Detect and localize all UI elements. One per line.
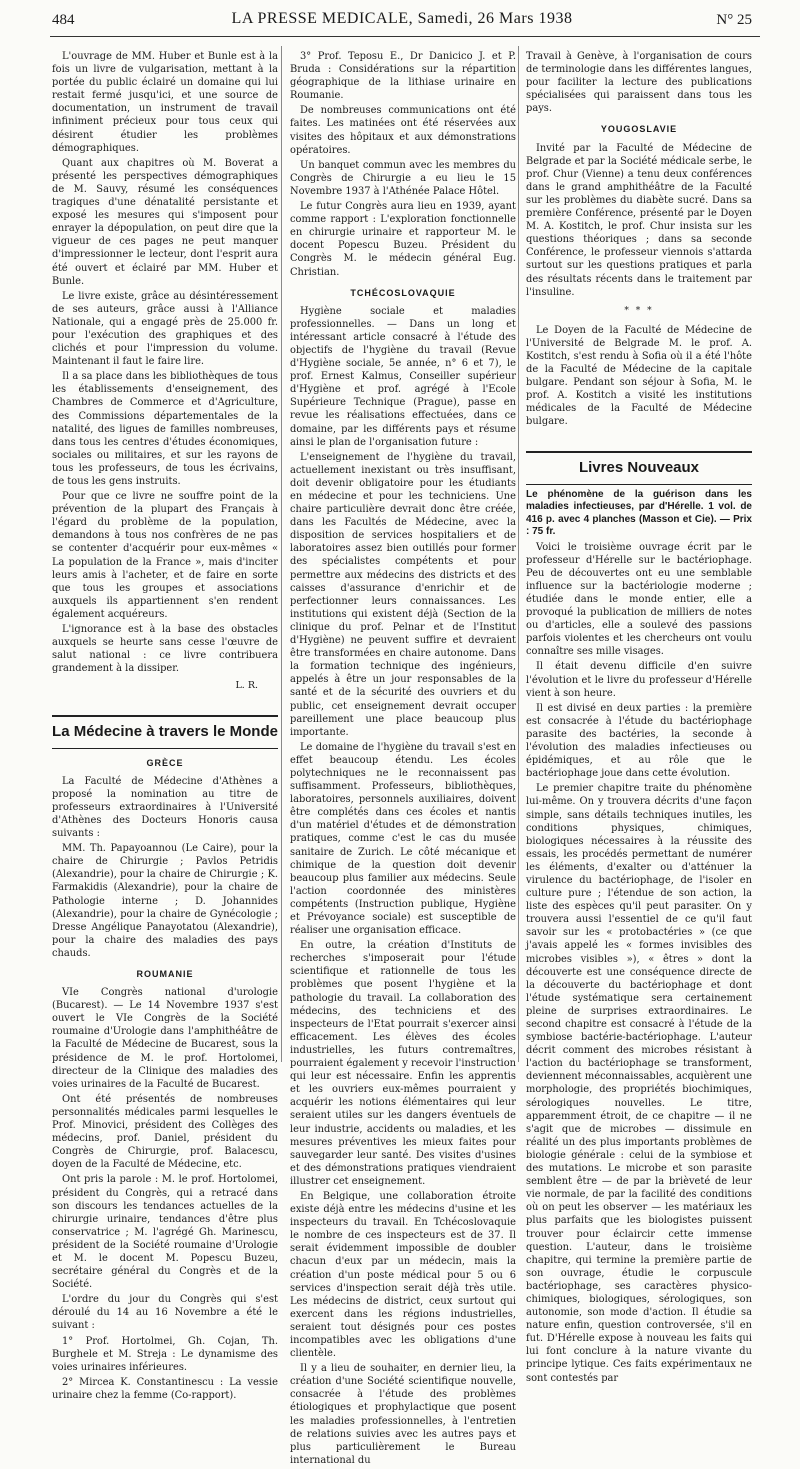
column-2	[290, 50, 516, 1469]
paragraph: Le futur Congrès aura lieu en 1939, ayant comme rapport : L'exploration fonctionnelle en chirurgie urinaire et rapporteur M. le docent Popescu Buzeu. Président du Congrès M. le médecin général Eug. Christian.	[290, 201, 516, 278]
paragraph: Il a sa place dans les bibliothèques de tous les établissements d'enseignement, des Chambres de Commerce et d'Agriculture, des Commissions départementales de la natalité, des ligues de familles nombreuses, dans tous les centres d'études économiques, sociales ou militaires, et sur les rayons de tous les professeurs, de tous les écrivains, de tous les gens instruits.	[52, 371, 278, 487]
header-rule	[50, 36, 760, 37]
paragraph: Il est divisé en deux parties : la première est consacrée à l'étude du bactériophage parasite des bactéries, la seconde à l'évolution des maladies infectieuses ou épidémiques, et au rôle que le bactériophage joue dans cette évolution.	[526, 702, 752, 780]
paragraph: L'ordre du jour du Congrès qui s'est déroulé du 14 au 16 Novembre a été le suivant :	[52, 1294, 278, 1332]
paragraph: MM. Th. Papayoannou (Le Caire), pour la chaire de Chirurgie ; Pavlos Petridis (Alexandrie), pour la chaire de Chirurgie ; K. Farmakidis (Alexandrie), pour la chaire de Pathologie interne ; D. Johannides (Alexandrie), pour la chaire de Gynécologie ; Dresse Angélique Panayotatou (Alexandrie), pour la chaire des maladies des pays chauds.	[52, 843, 278, 959]
paragraph: Un banquet commun avec les membres du Congrès de Chirurgie a eu lieu le 15 Novembre 1937 à l'Athénée Palace Hôtel.	[290, 159, 516, 197]
separator-stars: * * *	[624, 305, 654, 316]
issue-number: N° 25	[716, 12, 752, 28]
paragraph: De nombreuses communications ont été faites. Les matinées ont été réservées aux visites des hôpitaux et aux démonstrations opératoires.	[290, 105, 516, 156]
country-heading: ROUMANIE	[136, 969, 194, 979]
journal-title: LA PRESSE MEDICALE, Samedi, 26 Mars 1938	[231, 10, 573, 27]
paragraph: Le premier chapitre traite du phénomène lui-même. On y trouvera décrits d'une façon simple, sans détails techniques inutiles, les conditions physiques, chimiques, biologiques nécessaires à la réussite des essais, les procédés permettant de numérer les éléments, d'exalter ou d'atténuer la virulence du bactériophage, de l'isoler en culture pure ; l'étendue de son action, la liste des espèces qu'il peut parasiter. On y trouvera aussi l'essentiel de ce qu'il faut savoir sur les « protobactéries » (ce que j'avais appelé les « formes invisibles des microbes visibles »), « êtres » dont la découverte est une conséquence directe de la découverte du bactériophage et dont l'étude systématique sera certainement pleine de surprises extraordinaires. Le second chapitre est consacré à l'étude de la symbiose bactérie-bactériophage. L'auteur décrit comment des microbes résistant à l'action du bactériophage se transforment, deviennent méconnaissables, acquièrent une morphologie, des propriétés biochimiques, sérologiques nouvelles. Le titre, apparemment étroit, de ce chapitre — il ne s'agit que de microbes — dissimule en réalité un des plus importants problèmes de biologie générale : celui de la symbiose et des mutations. Le microbe et son parasite semblent être — de par la brièveté de leur vie normale, de par la facilité des conditions où on peut les observer — les matériaux les plus parfaits que les biologistes puissent trouver pour éclaircir cette immense question. L'auteur, dans le troisième chapitre, qui termine la première partie de son ouvrage, étudie le corpuscule bactériophage, ses caractères physico-chimiques, biologiques, sérologiques, son autonomie, son mode d'action. Il étudie sa nature enfin, question controversée, s'il en fut. D'Hérelle expose à nouveau les faits qui lui font conclure à la nature vivante du principe lytique. Ces faits expérimentaux ne sont contestés par	[526, 783, 752, 1384]
paragraph: Voici le troisième ouvrage écrit par le professeur d'Hérelle sur le bactériophage. Peu de découvertes ont eu une semblable influence sur la bactériologie moderne ; étudiée dans le monde entier, elle a provoqué la publication de milliers de notes ou d'articles, elle a soulevé des passions parfois violentes et les chercheurs ont voulu connaître ses mille visages.	[526, 541, 752, 658]
paragraph: L'ignorance est à la base des obstacles auxquels se heurte sans cesse l'œuvre de salut national : ce livre contribuera grandement à la dissiper.	[52, 624, 278, 675]
paragraph: Il était devenu difficile d'en suivre l'évolution et le livre du professeur d'Hérelle vient à son heure.	[526, 661, 752, 699]
paragraph: L'enseignement de l'hygiène du travail, actuellement inexistant ou très insuffisant, doit devenir obligatoire pour les étudiants en médecine et pour les techniciens. Une chaire particulière devrait donc être créée, dans les Facultés de Médecine, avec la disposition de services hospitaliers et de laboratoires assez bien outillés pour former des spécialistes compétents et pour permettre aux médecins des districts et des caisses d'assurance d'enrichir et de perfectionner leurs connaissances. Les institutions qui existent déjà (Section de la clinique du prof. Pelnar et de l'Institut d'Hygiène) ne peuvent suffire et devraient être transformées en chaire autonome. Dans la formation technique des ingénieurs, appelés à être un jour responsables de la santé et de la sécurité des ouvriers et du public, cet enseignement devrait occuper pareillement une place beaucoup plus importante.	[290, 451, 516, 738]
column-divider	[281, 46, 282, 1062]
signature: L. R.	[235, 680, 258, 692]
paragraph: 3° Prof. Teposu E., Dr Danicico J. et P. Bruda : Considérations sur la répartition géographique de la lithiase urinaire en Roumanie.	[290, 51, 516, 102]
section-title: La Médecine à travers le Monde	[52, 715, 278, 749]
paragraph: Le livre existe, grâce au désintéressement de ses auteurs, grâce aussi à l'Alliance Nationale, qui a engagé près de 25.000 fr. pour l'exécution des graphiques et des clichés et pour l'impression du volume. Maintenant il faut le faire lire.	[52, 290, 278, 368]
paragraph: Le Doyen de la Faculté de Médecine de l'Université de Belgrade M. le prof. A. Kostitch, s'est rendu à Sofia où il a été l'hôte de la Faculté de Médecine de la capitale bulgare. Pendant son séjour à Sofia, M. le prof. A. Kostitch a visité les institutions médicales de la Faculté de Médecine bulgare.	[526, 324, 752, 428]
paragraph: Ont pris la parole : M. le prof. Hortolomei, président du Congrès, qui a retracé dans son discours les tendances actuelles de la chirurgie urinaire, tendances d'être plus conservatrice ; M. l'agrégé Gh. Marinescu, président de la Société roumaine d'Urologie et M. le docent M. Popescu Buzeu, secrétaire général du Congrès et de la Société.	[52, 1174, 278, 1291]
paragraph: Pour que ce livre ne souffre point de la prévention de la plupart des Français à l'égard du problème de la population, demandons à tous nos confrères de ne pas se contenter d'acquérir pour eux-mêmes « La population de la France », mais d'inciter leurs amis à l'acheter, et de faire en sorte que tous les groupes et associations auxquels ils appartiennent s'en rendent également acquéreurs.	[52, 491, 278, 620]
column-1	[52, 50, 278, 1404]
country-heading: GRÈCE	[146, 757, 184, 768]
book-title: Le phénomène de la guérison dans les maladies infectieuses, par d'Hérelle. 1 vol. de 416 p. avec 4 planches (Masson et Cie). — Prix : 75 fr.	[526, 488, 752, 538]
section-title: Livres Nouveaux	[526, 451, 752, 485]
paragraph: Le domaine de l'hygiène du travail s'est en effet beaucoup étendu. Les écoles polytechniques ne le reconnaissent pas suffisamment. Professeurs, bibliothèques, laboratoires, personnels auxiliaires, doivent être complétés dans ces écoles et nantis d'un matériel d'études et de démonstration pratiques, comme c'est le cas du musée sanitaire de Zurich. Le côté mécanique et chimique de la question doit devenir beaucoup plus familier aux médecins. Seule l'action coordonnée des ministères compétents (Instruction publique, Hygiène et Prévoyance sociale) est susceptible de réaliser une organisation efficace.	[290, 741, 516, 937]
paragraph: Hygiène sociale et maladies professionnelles. — Dans un long et intéressant article consacré à l'étude des objectifs de l'hygiène du travail (Revue d'Hygiène sociale, 5e année, n° 6 et 7), le prof. Ernest Kalmus, Conseiller supérieur d'Hygiène et prof. agrégé à l'Ecole Supérieure Technique (Prague), passe en revue les réalisations effectuées, dans ce domaine, par les différents pays et résume ainsi le plan de l'organisation future :	[290, 305, 516, 448]
paragraph: L'ouvrage de MM. Huber et Bunle est à la fois un livre de vulgarisation, mettant à la portée du public éclairé un domaine qui lui restait fermé jusqu'ici, et une source de documentation, un instrument de travail infiniment précieux pour tous ceux qui désirent étudier les problèmes démographiques.	[52, 51, 278, 154]
paragraph: 1° Prof. Hortolmei, Gh. Cojan, Th. Burghele et M. Streja : Le dynamisme des voies urinaires inférieures.	[52, 1335, 278, 1373]
paragraph: Invité par la Faculté de Médecine de Belgrade et par la Société médicale serbe, le prof. Chur (Vienne) a tenu deux conférences dans le grand amphithéâtre de la Faculté sur les problèmes du diabète sucré. Dans sa première Conférence, présenté par le Doyen M. A. Kostitch, le prof. Chur insista sur les questions théoriques ; dans sa seconde Conférence, le professeur viennois s'attarda surtout sur les questions pratiques et parla des résultats récents dans le traitement par l'insuline.	[526, 142, 752, 298]
paragraph: VIe Congrès national d'urologie (Bucarest). — Le 14 Novembre 1937 s'est ouvert le VIe Congrès de la Société roumaine d'Urologie dans l'amphithéâtre de la Faculté de Médecine de Bucarest, sous la présidence de M. le prof. Hortolomei, directeur de la Clinique des maladies des voies urinaires de la Faculté de Bucarest.	[52, 987, 278, 1090]
country-heading: YOUGOSLAVIE	[600, 124, 678, 135]
paragraph: Il y a lieu de souhaiter, en dernier lieu, la création d'une Société scientifique nouvelle, consacrée à l'étude des problèmes étiologiques et prophylactique que posent les maladies professionnelles, à l'entretien de relations suivies avec les autres pays et plus particulièrement le Bureau international du	[290, 1363, 516, 1466]
paragraph: En outre, la création d'Instituts de recherches s'imposerait pour l'étude scientifique et rationnelle de tous les problèmes que posent l'hygiène et la pathologie du travail. La collaboration des médecins, des techniciens et des inspecteurs de l'Etat pourrait s'exercer ainsi efficacement. Les élèves des écoles industrielles, les futurs contremaîtres, pourraient également y recevoir l'instruction qui leur est nécessaire. Enfin les apprentis et les ouvriers eux-mêmes pourraient y acquérir les notions élémentaires qui leur seraient utiles sur les dangers éventuels de leur industrie, accidents ou maladies, et les mesures préventives les mieux faites pour sauvegarder leur santé. Des visites d'usines et des démonstrations pratiques viendraient illustrer cet enseignement.	[290, 940, 516, 1187]
page-header	[52, 10, 752, 36]
page-number: 484	[52, 12, 75, 28]
paragraph: Quant aux chapitres où M. Boverat a présenté les perspectives démographiques de M. Sauvy, résumé les conséquences tragiques d'une dénatalité persistante et exposé les mesures qui s'imposent pour enrayer la dépopulation, on peut dire que la vigueur de ces pages ne peut manquer d'impressionner le lecteur, dont l'esprit aura été ouvert et éclairé par MM. Huber et Bunle.	[52, 157, 278, 287]
paragraph: La Faculté de Médecine d'Athènes a proposé la nomination au titre de professeurs extraordinaires à l'Université d'Athènes des Docteurs Honoris causa suivants :	[52, 775, 278, 840]
column-divider	[518, 46, 519, 1062]
paragraph: Travail à Genève, à l'organisation de cours de terminologie dans les différentes langues, pour faciliter la lecture des publications spécialisées qui paraissent dans tous les pays.	[526, 51, 752, 115]
country-heading: TCHÉCOSLOVAQUIE	[350, 287, 456, 298]
column-3	[526, 50, 752, 1387]
paragraph: En Belgique, une collaboration étroite existe déjà entre les médecins d'usine et les inspecteurs du travail. En Tchécoslovaquie le nombre de ces inspecteurs est de 37. Il serait évidemment impossible de doubler chacun d'eux par un médecin, mais la création d'un poste médical pour 5 ou 6 services d'inspection serait déjà très utile. Les médecins de district, ceux surtout qui exercent dans les régions industrielles, seraient tout désignés pour ces postes incompatibles avec les obligations d'une clientèle.	[290, 1190, 516, 1360]
paragraph: 2° Mircea K. Constantinescu : La vessie urinaire chez la femme (Co-rapport).	[52, 1376, 278, 1401]
paragraph: Ont été présentés de nombreuses personnalités médicales parmi lesquelles le Prof. Minovici, président des Collèges des médecins, prof. Daniel, président du Congrès de Chirurgie, prof. Balacescu, doyen de la Faculté de Médecine, etc.	[52, 1093, 278, 1171]
